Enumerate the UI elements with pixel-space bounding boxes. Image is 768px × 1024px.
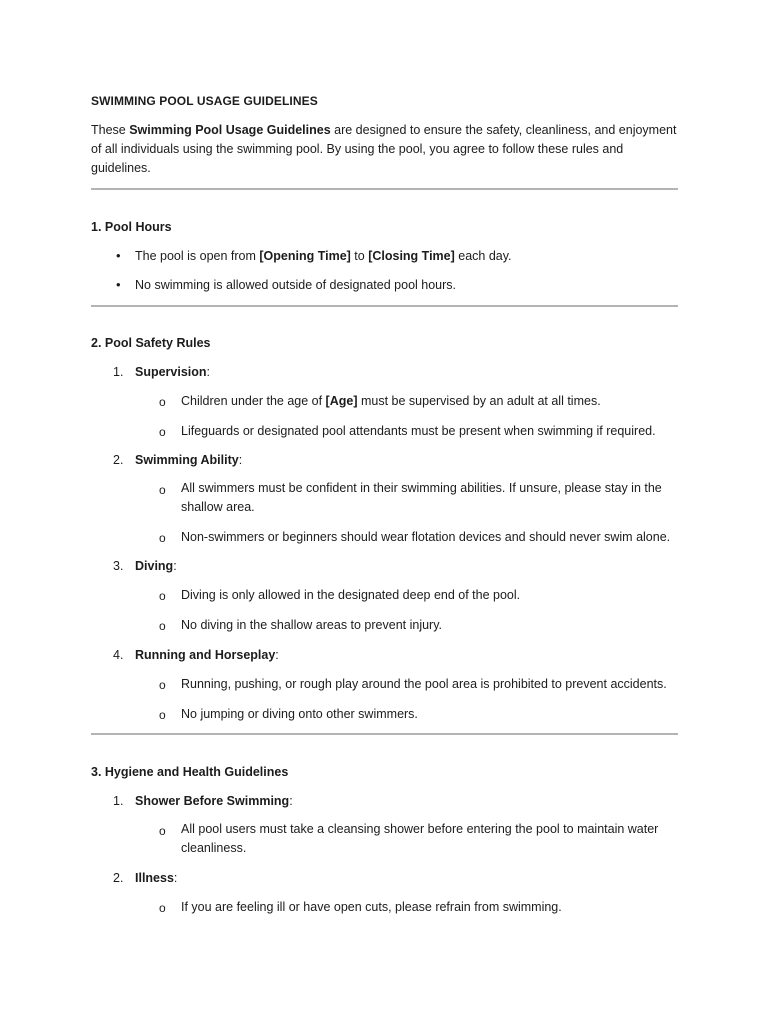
text-run: must be supervised by an adult at all times.	[357, 394, 601, 408]
age-placeholder: [Age]	[325, 394, 358, 408]
section-heading-safety-rules: 2. Pool Safety Rules	[91, 336, 211, 350]
text-run: each day.	[454, 249, 512, 263]
item-label: Supervision	[135, 365, 207, 379]
sub-bullet-icon: o	[159, 425, 166, 439]
item-label: Diving	[135, 559, 174, 573]
sub-bullet-icon: o	[159, 589, 166, 603]
sub-bullet-icon: o	[159, 531, 166, 545]
colon: :	[289, 794, 293, 808]
list-item-shower	[135, 794, 293, 808]
list-number: 2.	[113, 871, 124, 885]
list-item-illness	[135, 871, 177, 885]
text-run: The pool is open from	[135, 249, 260, 263]
closing-time-placeholder: [Closing Time]	[368, 249, 455, 263]
colon: :	[238, 453, 243, 467]
intro-pre: These	[91, 123, 130, 137]
list-number: 2.	[113, 453, 124, 467]
sub-bullet-icon: o	[159, 901, 166, 915]
sub-item: All pool users must take a cleansing shower before entering the pool to maintain water cleanliness.	[181, 822, 659, 855]
sub-item: If you are feeling ill or have open cuts, please refrain from swimming.	[181, 900, 562, 914]
intro-bold: Swimming Pool Usage Guidelines	[129, 123, 331, 137]
colon: :	[206, 365, 211, 379]
list-item-swimming-ability	[135, 453, 242, 467]
list-item-pool-hours-1	[135, 249, 512, 263]
sub-item: All swimmers must be confident in their swimming abilities. If unsure, please stay in the shallow area.	[181, 481, 662, 514]
opening-time-placeholder: [Opening Time]	[259, 249, 351, 263]
intro-post: are designed to ensure the safety, cleanliness, and enjoyment of all individuals using the swimming pool. By using the pool, you agree to follow these rules and guidelines.	[91, 123, 677, 175]
sub-item: Non-swimmers or beginners should wear flotation devices and should never swim alone.	[181, 530, 671, 544]
section-divider	[91, 305, 678, 307]
intro-paragraph	[91, 121, 681, 178]
colon: :	[173, 559, 177, 573]
item-label: Swimming Ability	[135, 453, 239, 467]
list-number: 1.	[113, 794, 124, 808]
sub-bullet-icon: o	[159, 678, 166, 692]
sub-bullet-icon: o	[159, 395, 166, 409]
section-heading-hygiene-health: 3. Hygiene and Health Guidelines	[91, 765, 289, 779]
text-run: to	[350, 249, 369, 263]
sub-item: Running, pushing, or rough play around the pool area is prohibited to prevent accidents.	[181, 677, 667, 691]
list-number: 4.	[113, 648, 124, 662]
section-divider	[91, 733, 678, 735]
sub-item: No diving in the shallow areas to prevent injury.	[181, 618, 443, 632]
item-label: Shower Before Swimming	[135, 794, 290, 808]
sub-bullet-icon: o	[159, 824, 166, 838]
sub-bullet-icon: o	[159, 708, 166, 722]
list-item-diving	[135, 559, 177, 573]
section-divider	[91, 188, 678, 190]
list-number: 3.	[113, 559, 124, 573]
bullet-icon: •	[116, 248, 121, 263]
colon: :	[275, 648, 279, 662]
sub-item: No jumping or diving onto other swimmers.	[181, 707, 418, 721]
colon: :	[173, 871, 178, 885]
list-number: 1.	[113, 365, 124, 379]
sub-item	[181, 394, 601, 408]
list-item-running-horseplay	[135, 648, 279, 662]
text-run: Children under the age of	[181, 394, 326, 408]
item-label: Illness	[135, 871, 174, 885]
list-item-pool-hours-2: No swimming is allowed outside of designated pool hours.	[135, 278, 457, 292]
section-heading-pool-hours: 1. Pool Hours	[91, 220, 172, 234]
sub-item: Diving is only allowed in the designated deep end of the pool.	[181, 588, 521, 602]
document-title: SWIMMING POOL USAGE GUIDELINES	[91, 94, 318, 108]
bullet-icon: •	[116, 277, 121, 292]
list-item-supervision	[135, 365, 210, 379]
sub-item: Lifeguards or designated pool attendants must be present when swimming if required.	[181, 424, 656, 438]
item-label: Running and Horseplay	[135, 648, 276, 662]
sub-bullet-icon: o	[159, 483, 166, 497]
sub-bullet-icon: o	[159, 619, 166, 633]
